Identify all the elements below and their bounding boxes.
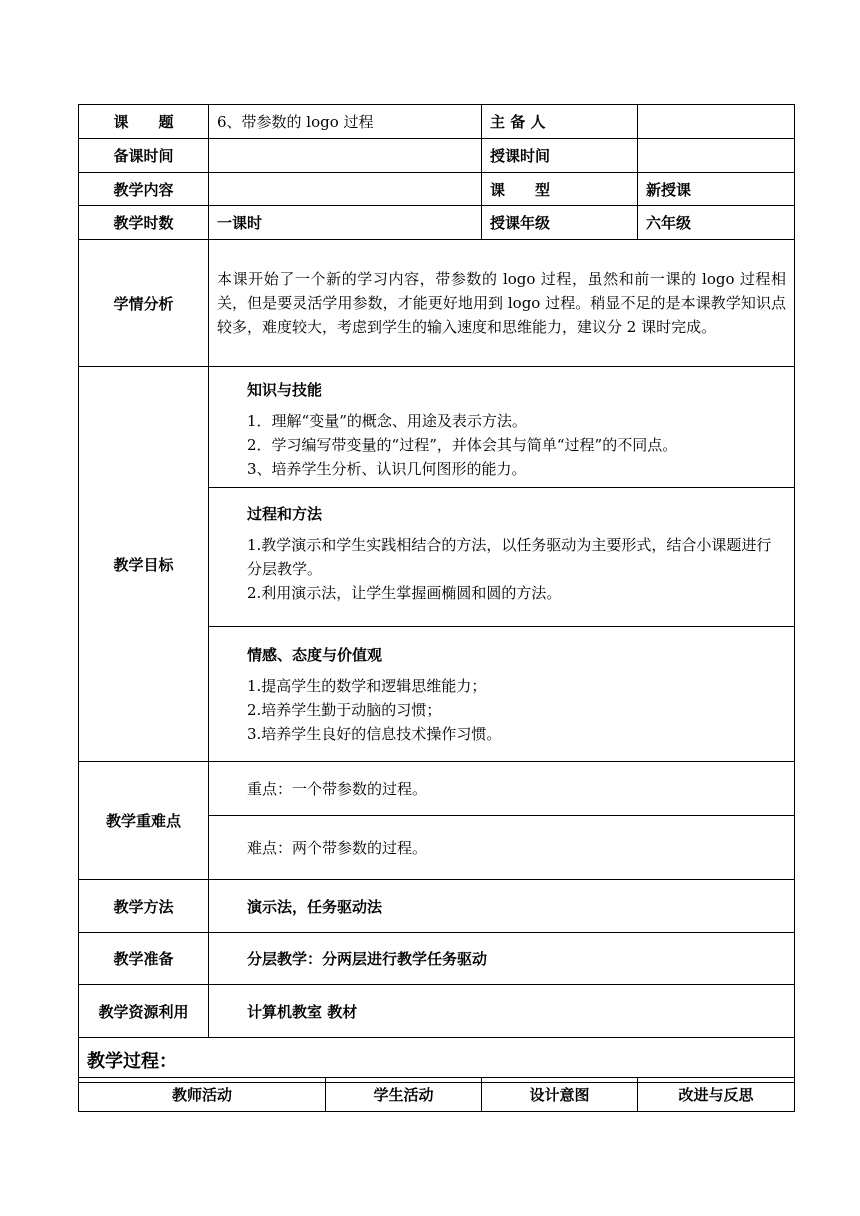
grade-label: 授课年级 — [482, 206, 638, 240]
preparer-label: 主 备 人 — [482, 105, 638, 139]
lesson-plan-table — [78, 104, 795, 1083]
hours-value: 一课时 — [209, 206, 482, 240]
resources-value: 计算机教室 教材 — [209, 985, 795, 1038]
prep-time-value — [209, 139, 482, 173]
type-label: 课 型 — [482, 173, 638, 206]
emotion-item: 1.提高学生的数学和逻辑思维能力； — [247, 677, 487, 695]
resources-label: 教学资源利用 — [79, 985, 209, 1038]
hours-label: 教学时数 — [79, 206, 209, 240]
topic-label: 课 题 — [79, 105, 209, 139]
process-section-title: 教学过程： — [79, 1038, 795, 1083]
analysis-label: 学情分析 — [79, 240, 209, 367]
column-header-teacher: 教师活动 — [79, 1078, 326, 1112]
emotion-title: 情感、态度与价值观 — [247, 646, 383, 664]
method-label: 教学方法 — [79, 880, 209, 933]
preparation-label: 教学准备 — [79, 933, 209, 985]
topic-value: 6、带参数的 logo 过程 — [209, 105, 482, 139]
method-value: 演示法，任务驱动法 — [209, 880, 795, 933]
content-label: 教学内容 — [79, 173, 209, 206]
teach-time-label: 授课时间 — [482, 139, 638, 173]
analysis-text: 本课开始了一个新的学习内容，带参数的 logo 过程，虽然和前一课的 logo 过程相关，但是要灵活学用参数，才能更好地用到 logo 过程。稍显不足的是本课教学知识点较多，难度较大，考虑到学生的输入速度和思维能力，建议分 2 课时完成。 — [209, 240, 795, 367]
prep-time-label: 备课时间 — [79, 139, 209, 173]
goals-process — [209, 488, 795, 627]
goals-label: 教学目标 — [79, 367, 209, 762]
emotion-item: 3.培养学生良好的信息技术操作习惯。 — [247, 725, 502, 743]
preparer-value — [638, 105, 795, 139]
knowledge-title: 知识与技能 — [247, 381, 323, 399]
emotion-item: 2.培养学生勤于动脑的习惯； — [247, 701, 442, 719]
preparation-value: 分层教学：分两层进行教学任务驱动 — [209, 933, 795, 985]
knowledge-item: 2．学习编写带变量的“过程”，并体会其与简单“过程”的不同点。 — [247, 436, 678, 454]
process-title: 过程和方法 — [247, 505, 323, 523]
keypoints-label: 教学重难点 — [79, 762, 209, 880]
content-value — [209, 173, 482, 206]
goals-knowledge — [209, 367, 795, 488]
process-item: 2.利用演示法，让学生掌握画椭圆和圆的方法。 — [247, 584, 562, 602]
knowledge-item: 3、培养学生分析、认识几何图形的能力。 — [247, 460, 527, 478]
column-header-student: 学生活动 — [326, 1078, 482, 1112]
knowledge-item: 1．理解“变量”的概念、用途及表示方法。 — [247, 412, 527, 430]
column-header-design: 设计意图 — [482, 1078, 638, 1112]
keypoints-difficult: 难点：两个带参数的过程。 — [209, 816, 795, 880]
keypoints-key: 重点：一个带参数的过程。 — [209, 762, 795, 816]
process-item: 1.教学演示和学生实践相结合的方法，以任务驱动为主要形式，结合小课题进行分层教学。 — [247, 536, 772, 578]
process-columns-table — [78, 1077, 795, 1112]
column-header-reflection: 改进与反思 — [638, 1078, 795, 1112]
grade-value: 六年级 — [638, 206, 795, 240]
teach-time-value — [638, 139, 795, 173]
type-value: 新授课 — [638, 173, 795, 206]
goals-emotion — [209, 627, 795, 762]
